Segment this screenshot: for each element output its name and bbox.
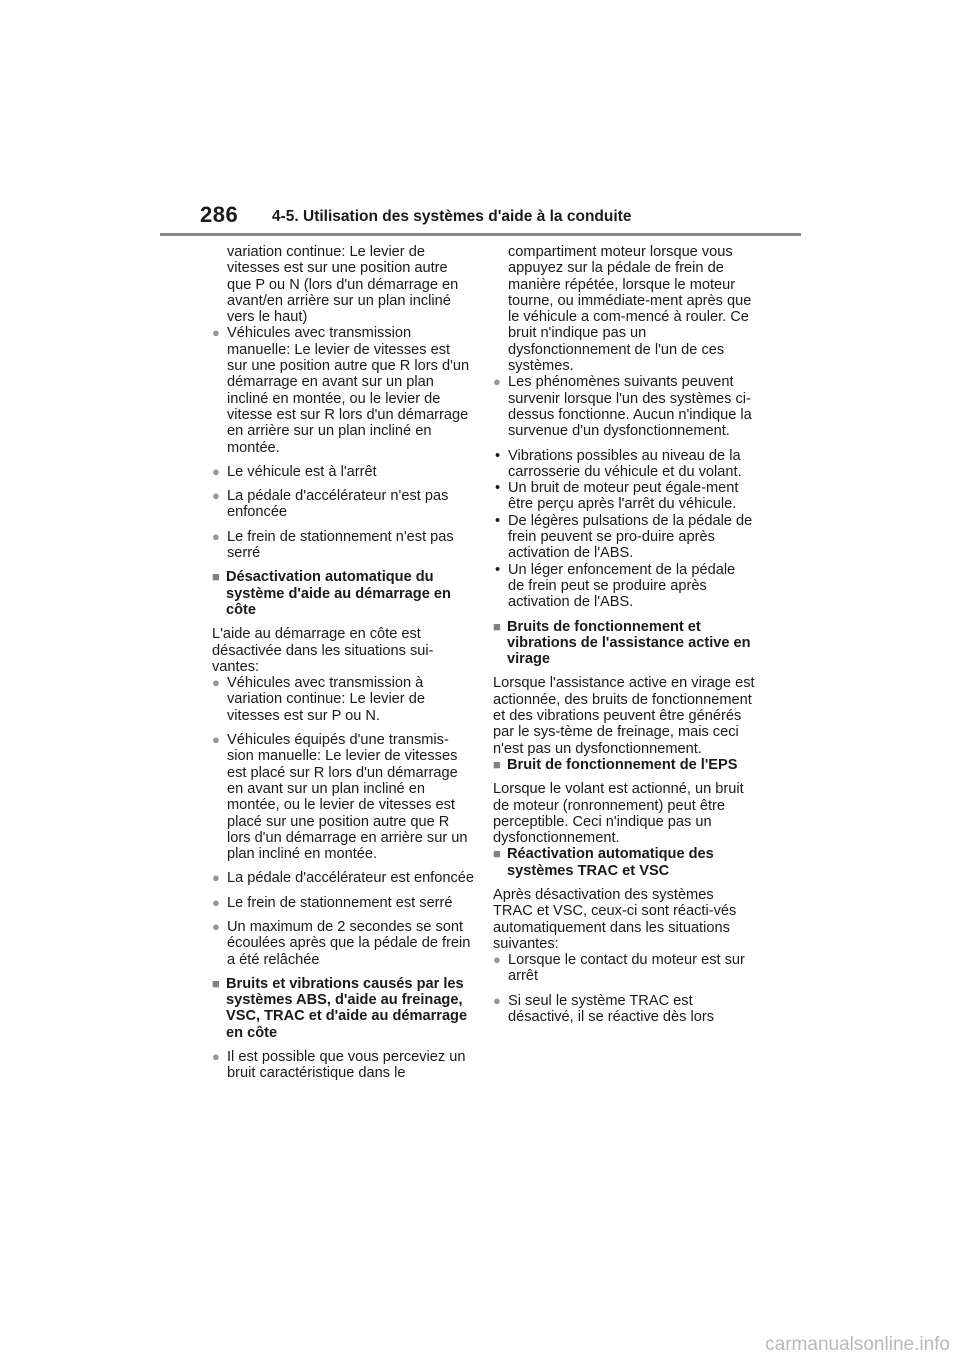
sub-list <box>493 448 755 611</box>
list-item: ● Lorsque le contact du moteur est sur arrêt <box>493 952 745 985</box>
list-item: ● La pédale d'accélérateur est enfoncée <box>212 870 475 887</box>
bullet-icon: ● <box>212 732 220 748</box>
list-item: ● La pédale d'accélérateur n'est pas enfoncée <box>212 488 449 521</box>
list-item: ● Le frein de stationnement n'est pas serré <box>212 528 454 562</box>
bullet-icon: ● <box>212 675 220 691</box>
left-column <box>212 244 474 1090</box>
bullet-icon: ● <box>493 992 501 1008</box>
bullet-icon: ● <box>212 870 220 886</box>
sub-item: • Un bruit de moteur peut égale-ment être perçu après l'arrêt du véhicule. <box>495 480 739 513</box>
sub-item: • Vibrations possibles au niveau de la carrosserie du véhicule et du volant. <box>495 447 742 480</box>
square-icon: ■ <box>212 975 220 991</box>
dot-icon: • <box>495 447 501 464</box>
bullet-icon: ● <box>212 463 220 479</box>
page-header <box>200 202 800 236</box>
bullet-icon: ● <box>212 488 220 504</box>
section-heading: ■ Bruit de fonctionnement de l'EPS <box>493 756 738 773</box>
section-heading: ■ Désactivation automatique du système d'aide au démarrage en côte <box>212 569 451 618</box>
bullet-icon: ● <box>493 374 501 390</box>
dot-icon: • <box>495 480 501 497</box>
bullet-icon: ● <box>212 918 220 934</box>
section-heading: ■ Réactivation automatique des systèmes TRAC et VSC <box>493 846 714 879</box>
list-item: ● Le véhicule est à l'arrêt <box>212 463 377 480</box>
bullet-icon: ● <box>212 894 220 910</box>
paragraph: L'aide au démarrage en côte est désactivée dans les situations sui-vantes: <box>212 626 434 675</box>
list-item: ● Véhicules avec transmission à variation continue: Le levier de vitesses est sur P ou N. <box>212 675 425 724</box>
square-icon: ■ <box>212 569 220 585</box>
right-column <box>493 244 755 1033</box>
watermark: carmanualsonline.info <box>765 1334 950 1355</box>
page-number: 286 <box>200 202 239 227</box>
list-item: ● Il est possible que vous perceviez un bruit caractéristique dans le <box>212 1049 466 1082</box>
list-item: ● Véhicules équipés d'une transmis-sion manuelle: Le levier de vitesses est placé sur R lors d'un démarrage en avant sur un plan incliné en montée, ou le levier de vitesses est placé sur une position autre que R lors d'un démarrage en arrière sur un plan incliné en montée. <box>212 732 468 863</box>
square-icon: ■ <box>493 846 501 862</box>
bullet-icon: ● <box>212 528 220 544</box>
paragraph: Après désactivation des systèmes TRAC et VSC, ceux-ci sont réacti-vés automatiquement dans les situations suivantes: <box>493 886 737 952</box>
section-heading: ■ Bruits et vibrations causés par les systèmes ABS, d'aide au freinage, VSC, TRAC et d'aide au démarrage en côte <box>212 975 468 1041</box>
list-item: ● Les phénomènes suivants peuvent survenir lorsque l'un des systèmes ci-dessus fonctionne. Aucun n'indique la survenue d'un dysfonctionnement. <box>493 374 752 440</box>
continuation-text: compartiment moteur lorsque vous appuyez sur la pédale de frein de manière répétée, lorsque le moteur tourne, ou immédiate-ment après que le véhicule a com-mencé à rouler. Ce bruit n'indique pas un dysfonctionnement de l'un de ces systèmes. <box>508 244 752 375</box>
section-title: 4-5. Utilisation des systèmes d'aide à la conduite <box>272 208 632 225</box>
header-rule <box>160 233 801 236</box>
dot-icon: • <box>495 512 501 529</box>
list-item: ● Véhicules avec transmission manuelle: Le levier de vitesses est sur une position autre que R lors d'un démarrage en avant sur un plan incliné en montée, ou le levier de vitesse est sur R lors d'un démarrage en arrière sur un plan incliné en montée. <box>212 325 470 456</box>
bullet-icon: ● <box>493 952 501 968</box>
list-item: ● Un maximum de 2 secondes se sont écoulées après que la pédale de frein a été relâchée <box>212 918 471 968</box>
sub-item: • De légères pulsations de la pédale de frein peuvent se pro-duire après activation de l'ABS. <box>495 512 753 562</box>
paragraph: Lorsque l'assistance active en virage est actionnée, des bruits de fonctionnement et des vibrations peuvent être générés par le sys-tème de freinage, mais ceci n'est pas un dysfonctionnement. <box>493 675 755 757</box>
bullet-icon: ● <box>212 1049 220 1065</box>
list-item: ● Le frein de stationnement est serré <box>212 894 453 911</box>
list-item: ● Si seul le système TRAC est désactivé, il se réactive dès lors <box>493 992 715 1026</box>
square-icon: ■ <box>493 756 501 772</box>
square-icon: ■ <box>493 618 501 634</box>
section-heading: ■ Bruits de fonctionnement et vibrations de l'assistance active en virage <box>493 618 751 668</box>
continuation-text: variation continue: Le levier de vitesses est sur une position autre que P ou N (lors d'un démarrage en avant/en arrière sur un plan incliné vers le haut) <box>227 244 459 326</box>
bullet-icon: ● <box>212 325 220 341</box>
sub-item: • Un léger enfoncement de la pédale de frein peut se produire après activation de l'ABS. <box>495 561 736 611</box>
dot-icon: • <box>495 561 501 578</box>
paragraph: Lorsque le volant est actionné, un bruit de moteur (ronronnement) peut être perceptible. Ceci n'indique pas un dysfonctionnement. <box>493 781 744 847</box>
